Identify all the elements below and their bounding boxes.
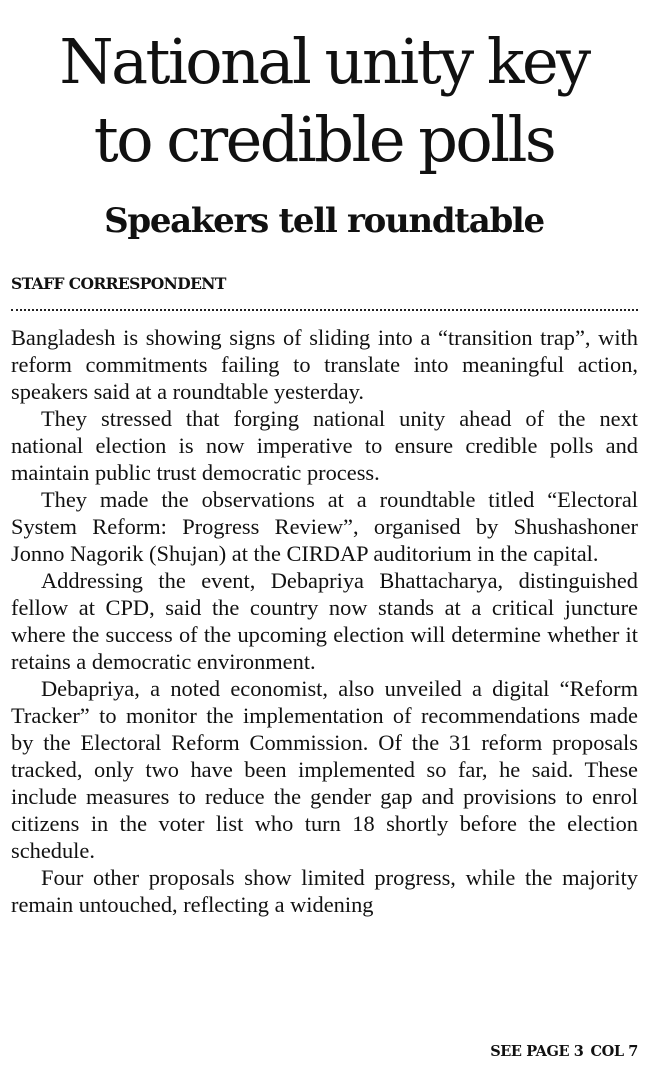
subheadline: Speakers tell roundtable [104,201,544,241]
headline-line-1: National unity key [59,25,589,98]
article-body [11,324,638,918]
byline: STAFF CORRESPONDENT [11,274,226,293]
continuation-line [490,1041,638,1063]
dotted-divider [11,309,638,311]
continuation-column: COL 7 [590,1043,638,1060]
article-paragraph-1: Bangladesh is showing signs of sliding into a “transition trap”, with reform commitments failing to translate into meaningful action, speakers said at a roundtable yesterday. [11,325,638,404]
article-paragraph-4: Addressing the event, Debapriya Bhattacharya, distinguished fellow at CPD, said the country now stands at a critical juncture where the success of the upcoming election will determine whether it retains a democratic environment. [11,568,638,674]
headline-line-2: to credible polls [93,103,555,176]
continuation-page: SEE PAGE 3 [490,1043,584,1060]
article-paragraph-2: They stressed that forging national unity ahead of the next national election is now imperative to ensure credible polls and maintain public trust democratic process. [11,406,638,485]
article-paragraph-3: They made the observations at a roundtable titled “Electoral System Reform: Progress Review”, organised by Shushashoner Jonno Nagorik (Shujan) at the CIRDAP auditorium in the capital. [11,487,638,566]
article-paragraph-5: Debapriya, a noted economist, also unveiled a digital “Reform Tracker” to monitor the implementation of recommendations made by the Electoral Reform Commission. Of the 31 reform proposals tracked, only two have been implemented so far, he said. These include measures to reduce the gender gap and provisions to enrol citizens in the voter list who turn 18 shortly before the election schedule. [11,676,638,863]
article-paragraph-6: Four other proposals show limited progress, while the majority remain untouched, reflecting a widening [11,865,638,917]
